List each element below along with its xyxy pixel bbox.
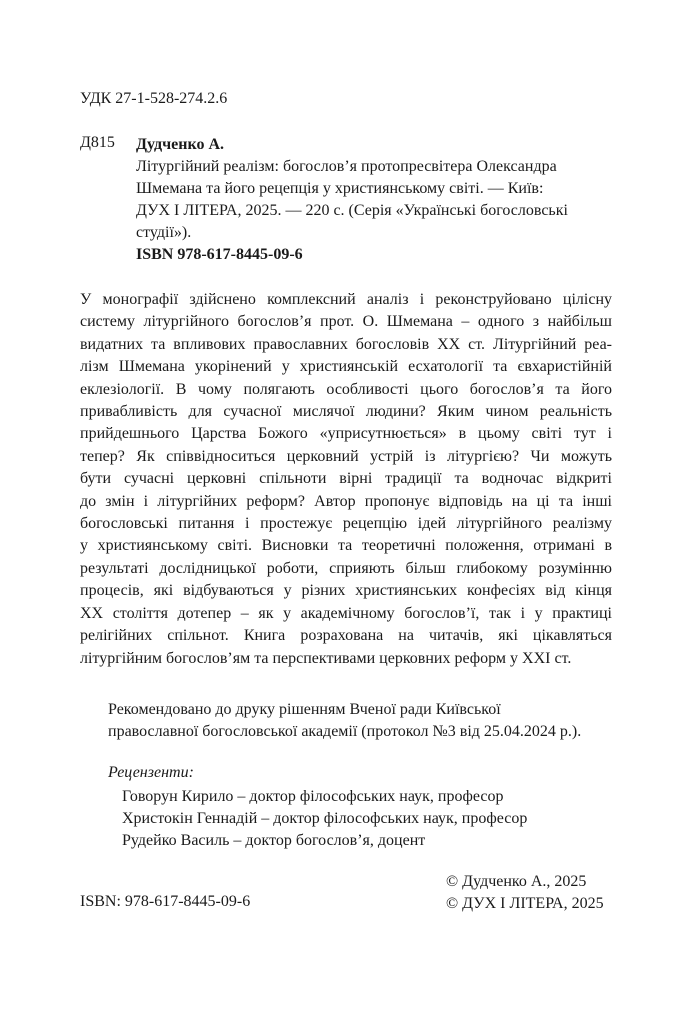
abstract-line: У монографії здійснено комплексний аналіз і реконструйовано цілісну — [80, 291, 612, 308]
abstract-line: прийдешнього Царства Божого «уприсутнюється» в цьому світі тут і — [80, 425, 612, 443]
abstract-line: XX століття дотепер – як у академічному богослов’ї, так і у практиці — [80, 604, 612, 622]
abstract-line: тепер? Як співвідноситься церковний устрій із літургією? Чи можуть — [80, 447, 612, 465]
abstract-line: бути сучасні церковні спільноти вірні традиції та водночас відкриті — [80, 470, 612, 488]
copyright-line: © Дудченко А., 2025 — [446, 873, 587, 890]
recommendation-line: Рекомендовано до друку рішенням Вченої ради Київської — [108, 701, 501, 718]
description-line: студії»). — [136, 224, 192, 241]
reviewer: Христокін Геннадій – доктор філософських наук, професор — [122, 810, 528, 827]
isbn-bold: ISBN 978-617-8445-09-6 — [136, 246, 303, 263]
reviewer: Говорун Кирило – доктор філософських наук, професор — [122, 788, 504, 805]
description-line: ДУХ І ЛІТЕРА, 2025. — 220 с. (Серія «Українські богословські — [136, 202, 568, 219]
abstract-line: систему літургійного богослов’я прот. О. Шмемана – одного з найбільш — [80, 313, 612, 331]
abstract-line: видатних та впливових православних богословів XX ст. Літургійний реа- — [80, 335, 612, 353]
description-line: Шмемана та його рецепція у християнському світі. — Київ: — [136, 180, 544, 197]
abstract-line: лізм Шмемана укорінений у християнській есхатології та євхаристійній — [80, 358, 612, 376]
abstract-line: еклезіології. В чому полягають особливості цього богослов’я та його — [80, 380, 612, 398]
isbn-footer: ISBN: 978-617-8445-09-6 — [80, 893, 251, 910]
abstract-line: до змін і літургійних реформ? Автор пропонує відповідь на ці та інші — [80, 492, 612, 510]
reviewers-heading: Рецензенти: — [108, 764, 194, 781]
recommendation — [108, 699, 628, 743]
catalog-code: Д815 — [80, 134, 115, 151]
author-name: Дудченко А. — [136, 136, 224, 153]
abstract — [80, 289, 612, 670]
copyright-line: © ДУХ І ЛІТЕРА, 2025 — [446, 895, 604, 912]
reviewer: Рудейко Василь – доктор богослов’я, доцент — [122, 832, 426, 849]
copyright-block — [410, 871, 610, 915]
reviewers-list — [122, 786, 527, 852]
abstract-line: богословські питання і простежує рецепцію ідей літургійного реалізму — [80, 515, 612, 533]
udk-code: УДК 27-1-528-274.2.6 — [80, 90, 228, 107]
abstract-line: привабливість для сучасної мислячої людини? Яким чином реальність — [80, 403, 612, 421]
bibliographic-entry — [136, 134, 622, 244]
abstract-line: літургійним богослов’ям та перспективами церковних реформ у XXI ст. — [80, 649, 572, 667]
description-line: Літургійний реалізм: богослов’я протопресвітера Олександра — [136, 158, 557, 175]
abstract-line: у християнському світі. Висновки та теоретичні положення, отримані в — [80, 537, 612, 555]
recommendation-line: православної богословської академії (протокол №3 від 25.04.2024 р.). — [108, 723, 582, 740]
abstract-line: релігійних спільнот. Книга розрахована на читачів, які цікавляться — [80, 627, 612, 645]
abstract-line: результаті дослідницької роботи, сприяють більш глибокому розумінню — [80, 559, 612, 577]
abstract-line: процесів, які відбуваються у різних християнських конфесіях від кінця — [80, 582, 612, 600]
